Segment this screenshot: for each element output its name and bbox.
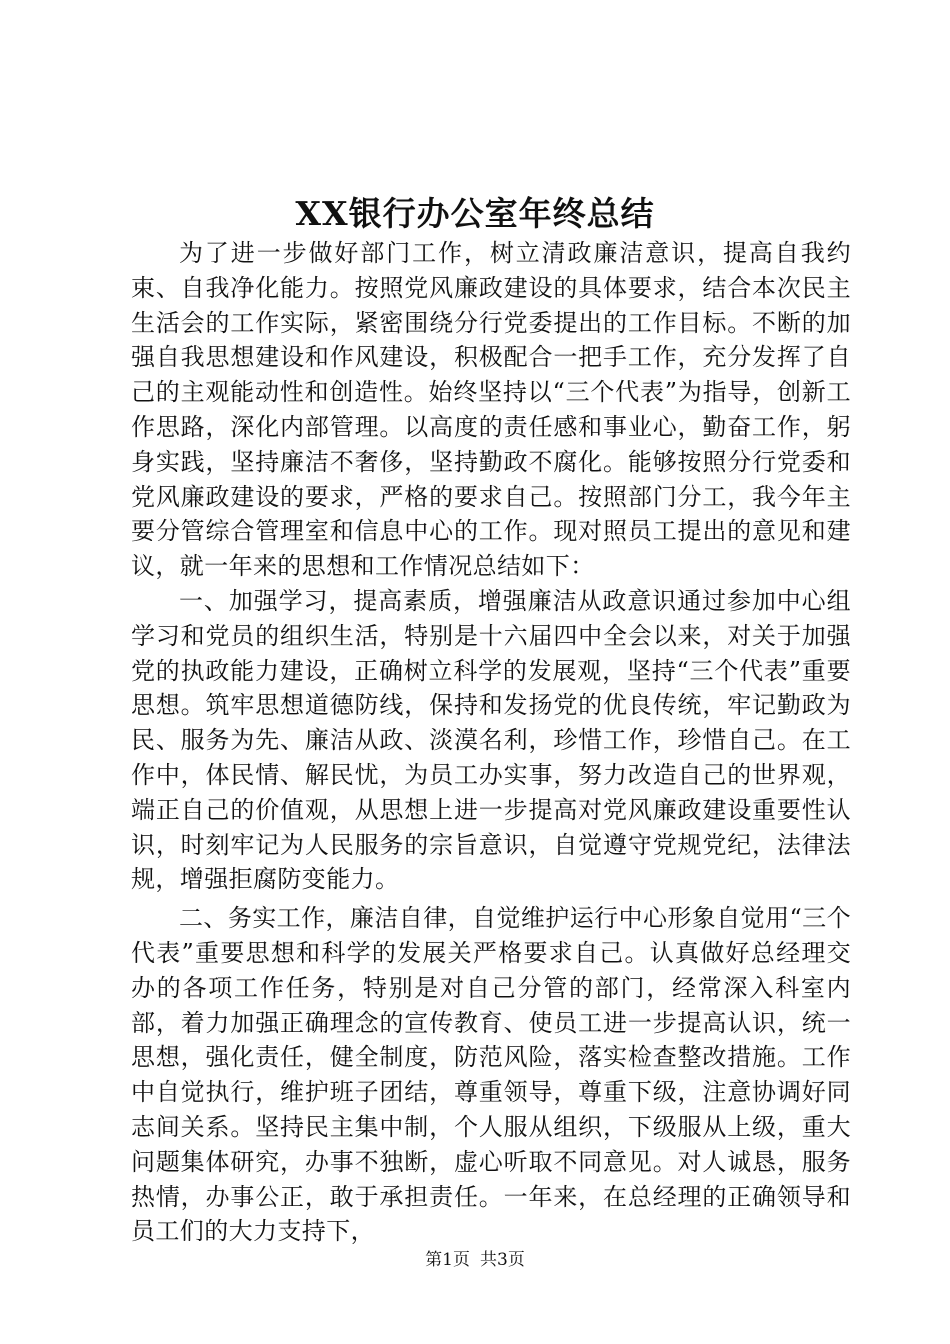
- paragraph-section-2: 二、务实工作，廉洁自律，自觉维护运行中心形象自觉用“三个代表”重要思想和科学的发展关严格要求自己。认真做好总经理交办的各项工作任务，特别是对自己分管的部门，经常深入科室内部，着力加强正确理念的宣传教育、使员工进一步提高认识，统一思想，强化责任，健全制度，防范风险，落实检查整改措施。工作中自觉执行，维护班子团结，尊重领导，尊重下级，注意协调好同志间关系。坚持民主集中制，个人服从组织，下级服从上级，重大问题集体研究，办事不独断，虚心听取不同意见。对人诚恳，服务热情，办事公正，敢于承担责任。一年来，在总经理的正确领导和员工们的大力支持下，: [131, 904, 851, 1246]
- paragraph-intro: 为了进一步做好部门工作，树立清政廉洁意识，提高自我约束、自我净化能力。按照党风廉政建设的具体要求，结合本次民主生活会的工作实际，紧密围绕分行党委提出的工作目标。不断的加强自我思想建设和作风建设，积极配合一把手工作，充分发挥了自己的主观能动性和创造性。始终坚持以“三个代表”为指导，创新工作思路，深化内部管理。以高度的责任感和事业心，勤奋工作，躬身实践，坚持廉洁不奢侈，坚持勤政不腐化。能够按照分行党委和党风廉政建设的要求，严格的要求自己。按照部门分工，我今年主要分管综合管理室和信息中心的工作。现对照员工提出的意见和建议，就一年来的思想和工作情况总结如下：: [131, 239, 851, 581]
- document-body: [131, 236, 851, 1249]
- document-title: XX银行办公室年终总结: [295, 194, 655, 233]
- page-number: 第1页: [425, 1250, 470, 1270]
- paragraph-section-1: 一、加强学习，提高素质，增强廉洁从政意识通过参加中心组学习和党员的组织生活，特别是十六届四中全会以来，对关于加强党的执政能力建设，正确树立科学的发展观，坚持“三个代表”重要思想。筑牢思想道德防线，保持和发扬党的优良传统，牢记勤政为民、服务为先、廉洁从政、淡漠名利，珍惜工作，珍惜自己。在工作中，体民情、解民忧，为员工办实事，努力改造自己的世界观，端正自己的价值观，从思想上进一步提高对党风廉政建设重要性认识，时刻牢记为人民服务的宗旨意识，自觉遵守党规党纪，法律法规，增强拒腐防变能力。: [131, 586, 851, 894]
- page-footer: [0, 1245, 950, 1270]
- page-total: 共3页: [480, 1250, 525, 1270]
